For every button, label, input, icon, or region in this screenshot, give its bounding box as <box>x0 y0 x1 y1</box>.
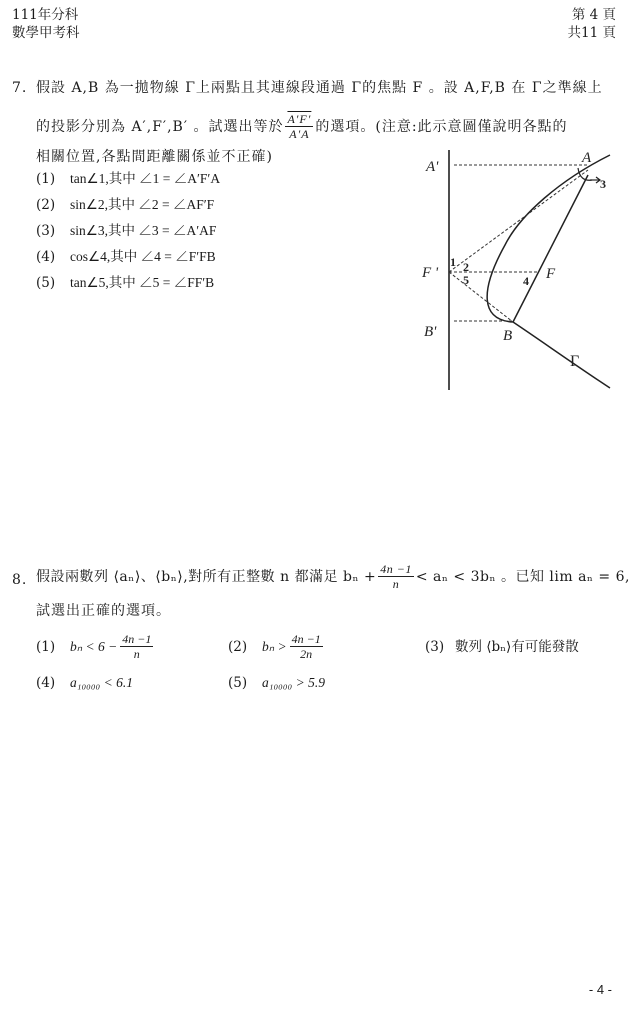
label-F-prime: F ' <box>422 265 439 281</box>
q7-line1: 假設 A,B 為一拋物線 Γ上兩點且其連線段通過 Γ的焦點 F 。設 A,F,B 在 Γ之準線上 <box>36 80 603 96</box>
line-FprimeA <box>449 170 588 272</box>
q8-number: 8. <box>12 572 28 588</box>
label-angle-5: 5 <box>463 273 469 287</box>
label-A-prime: A' <box>426 159 439 175</box>
q7-line2 <box>36 112 568 141</box>
page-total: 共11 頁 <box>567 25 616 41</box>
footer-page-number: - 4 - <box>588 982 612 997</box>
label-F: F <box>546 266 556 282</box>
label-angle-2: 2 <box>463 260 469 274</box>
angle3-arc <box>578 168 592 180</box>
q7-fraction-num: A′F′ <box>287 112 312 126</box>
exam-title <box>12 6 80 42</box>
q7-fraction-den: A′A <box>285 126 313 141</box>
q7-line2-suffix: 的選項。(注意:此示意圖僅說明各點的 <box>315 118 568 135</box>
q8-option-3: (3) 數列 ⟨bₙ⟩有可能發散 <box>425 639 579 655</box>
q7-option-1: (1) tan∠1,其中 ∠1 = ∠A′F′A <box>36 171 221 187</box>
label-A: A <box>582 150 592 166</box>
exam-subject: 數學甲考科 <box>12 25 80 41</box>
q8-fraction: $\frac{4n -1}{n}$ <box>380 562 412 591</box>
exam-year: 111年分科 <box>12 7 79 23</box>
q7-option-4: (4) cos∠4,其中 ∠4 = ∠F′FB <box>36 249 216 265</box>
line-FprimeB <box>449 272 513 322</box>
page-indicator <box>568 6 616 42</box>
q8-line1 <box>36 562 630 591</box>
q7-option-5: (5) tan∠5,其中 ∠5 = ∠FF′B <box>36 275 215 291</box>
q8-option-5: (5) a₁₀₀₀₀ > 5.9 <box>228 675 325 691</box>
q7-number: 7. <box>12 80 28 96</box>
label-gamma: Γ <box>570 353 580 370</box>
q8-line1-a: 假設兩數列 ⟨aₙ⟩、⟨bₙ⟩,對所有正整數 n 都滿足 bₙ + <box>36 568 377 585</box>
q8-option-1: (1) bₙ < 6 − $\frac{4n -1}{n}$ <box>36 632 152 661</box>
q7-option-2: (2) sin∠2,其中 ∠2 = ∠AF′F <box>36 197 215 213</box>
q7-option-3: (3) sin∠3,其中 ∠3 = ∠A′AF <box>36 223 217 239</box>
q8-line1-b: < aₙ < 3bₙ 。已知 lim aₙ = 6, <box>415 568 630 585</box>
q7-line3: 相關位置,各點間距離關係並不正確) <box>36 149 273 165</box>
label-B: B <box>503 328 513 344</box>
q7-fraction <box>285 112 313 141</box>
label-angle-4: 4 <box>523 274 529 288</box>
label-angle-3: 3 <box>600 177 606 191</box>
q8-line2: 試選出正確的選項。 <box>36 603 171 619</box>
q8-option-2: (2) bₙ > $\frac{4n -1}{2n}$ <box>228 632 321 661</box>
q7-options <box>36 170 220 300</box>
label-B-prime: B' <box>424 324 437 340</box>
label-angle-1: 1 <box>450 255 456 269</box>
q7-line2-prefix: 的投影分別為 A′,F′,B′ 。試選出等於 <box>36 118 284 135</box>
page-number: 第 4 頁 <box>571 7 616 23</box>
q8-option-4: (4) a₁₀₀₀₀ < 6.1 <box>36 675 133 691</box>
parabola-figure <box>410 140 634 400</box>
